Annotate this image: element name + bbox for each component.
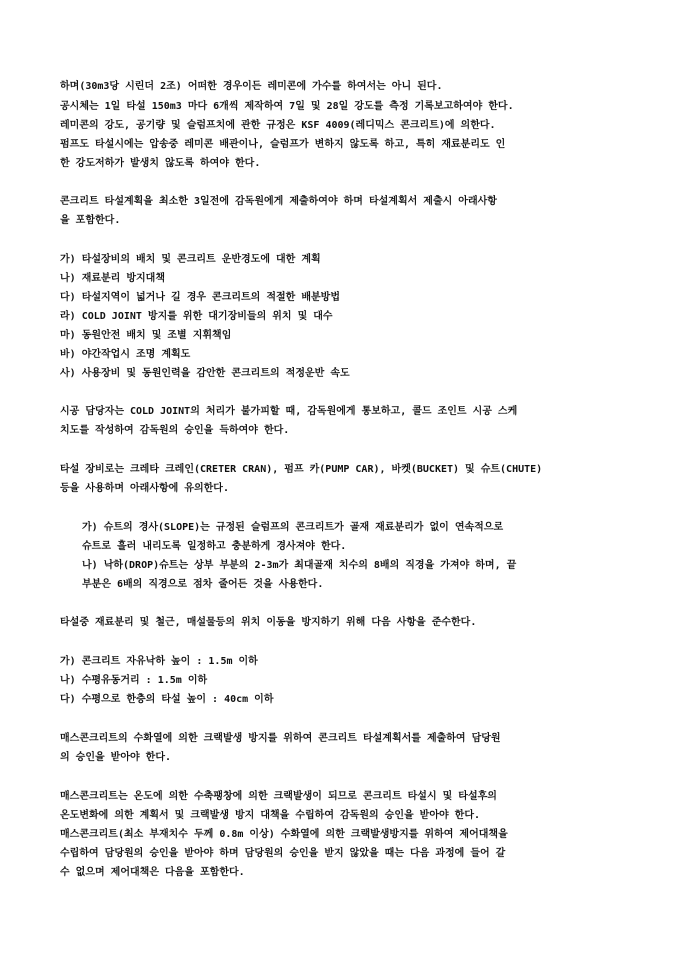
intro-line-4: 펌프도 타설시에는 압송중 레미콘 배관이나, 슬럼프가 변하지 않도록 하고, 특히 재료분리도 인 bbox=[60, 139, 506, 150]
chute-item-a-line-1: 가) 슈트의 경사(SLOPE)는 규정된 슬럼프의 콘크리트가 골재 재료분리가 없이 연속적으로 bbox=[82, 522, 504, 533]
equip-line-2: 등을 사용하며 아래사항에 유의한다. bbox=[60, 483, 229, 494]
mass-para1-line-1: 매스콘크리트의 수화열에 의한 크랙발생 방지를 위하여 콘크리트 타설계획서를 제출하여 담당원 bbox=[60, 733, 501, 744]
plan-para-line-2: 을 포함한다. bbox=[60, 215, 121, 226]
separation-line-1: 타설중 재료분리 및 철근, 매설물등의 위치 이동을 방지하기 위해 다음 사항을 준수한다. bbox=[60, 617, 477, 628]
mass-para2-line-2: 온도변화에 의한 계획서 및 크랙발생 방지 대책을 수립하여 감독원의 승인을 받아야 한다. bbox=[60, 810, 481, 821]
chute-item-b-line-2: 부분은 6배의 직경으로 점차 줄어든 것을 사용한다. bbox=[82, 579, 324, 590]
intro-line-3: 레미콘의 강도, 공기량 및 슬럼프치에 관한 규정은 KSF 4009(레디믹스 콘크리트)에 의한다. bbox=[60, 120, 496, 131]
plan-item: 사) 사용장비 및 동원인력을 감안한 콘크리트의 적정운반 속도 bbox=[60, 368, 350, 379]
plan-para-line-1: 콘크리트 타설계획을 최소한 3일전에 감독원에게 제출하여야 하며 타설계획서 제출시 아래사항 bbox=[60, 196, 497, 207]
intro-line-5: 한 강도저하가 발생치 않도록 하여야 한다. bbox=[60, 158, 261, 169]
mass-para2-line-1: 매스콘크리트는 온도에 의한 수축팽창에 의한 크랙발생이 되므로 콘크리트 타설시 및 타설후의 bbox=[60, 791, 497, 802]
mass-para2-line-5: 수 없으며 제어대책은 다음을 포함한다. bbox=[60, 867, 245, 878]
cold-joint-line-2: 치도를 작성하여 감독원의 승인을 득하여야 한다. bbox=[60, 425, 290, 436]
equip-line-1: 타설 장비로는 크레타 크레인(CRETER CRAN), 펌프 카(PUMP CAR), 바켓(BUCKET) 및 슈트(CHUTE) bbox=[60, 464, 543, 475]
plan-item: 나) 재료분리 방지대책 bbox=[60, 273, 166, 284]
plan-item: 바) 야간작업시 조명 계획도 bbox=[60, 349, 191, 360]
plan-item: 라) COLD JOINT 방지를 위한 대기장비들의 위치 및 대수 bbox=[60, 311, 333, 322]
cold-joint-line-1: 시공 담당자는 COLD JOINT의 처리가 불가피할 때, 감독원에게 통보하고, 콜드 조인트 시공 스케 bbox=[60, 406, 518, 417]
plan-item: 가) 타설장비의 배치 및 콘크리트 운반경도에 대한 계획 bbox=[60, 254, 321, 265]
mass-para1-line-2: 의 승인을 받아야 한다. bbox=[60, 752, 172, 763]
intro-line-1: 하며(30m3당 시린더 2조) 어떠한 경우이든 레미콘에 가수를 하여서는 아니 된다. bbox=[60, 81, 443, 92]
chute-item-b-line-1: 나) 낙하(DROP)슈트는 상부 부분의 2-3m가 최대골재 치수의 8배의 직경을 가져야 하며, 끝 bbox=[82, 560, 517, 571]
mass-para2-line-3: 매스콘크리트(최소 부재치수 두께 0.8m 이상) 수화열에 의한 크랙발생방지를 위하여 제어대책을 bbox=[60, 829, 508, 840]
plan-item: 마) 동원안전 배치 및 조별 지휘책임 bbox=[60, 330, 232, 341]
intro-line-2: 공시체는 1일 타설 150m3 마다 6개씩 제작하여 7일 및 28일 강도를 측정 기록보고하여야 한다. bbox=[60, 101, 514, 112]
separation-item: 다) 수평으로 한층의 타설 높이 : 40cm 이하 bbox=[60, 694, 274, 705]
separation-item: 나) 수평유동거리 : 1.5m 이하 bbox=[60, 675, 208, 686]
mass-para2-line-4: 수립하여 담당원의 승인을 받아야 하며 담당원의 승인을 받지 않았을 때는 다음 과정에 들어 갈 bbox=[60, 848, 506, 859]
plan-item: 다) 타설지역이 넓거나 길 경우 콘크리트의 적절한 배분방법 bbox=[60, 292, 341, 303]
separation-item: 가) 콘크리트 자유낙하 높이 : 1.5m 이하 bbox=[60, 656, 258, 667]
chute-item-a-line-2: 슈트로 흘러 내리도록 일정하고 충분하게 경사져야 한다. bbox=[82, 541, 347, 552]
